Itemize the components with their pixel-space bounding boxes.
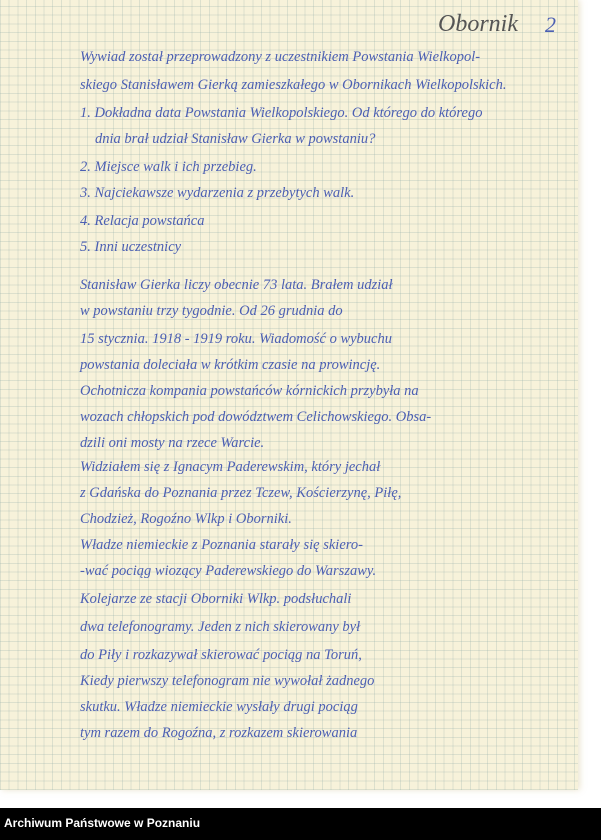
place-annotation: Obornik: [438, 11, 518, 37]
text-line: dnia brał udział Stanisław Gierka w powstaniu?: [95, 131, 376, 147]
text-line: skiego Stanisławem Gierką zamieszkałego w Obornikach Wielkopolskich.: [80, 77, 507, 93]
text-line: 3. Najciekawsze wydarzenia z przebytych walk.: [80, 185, 355, 201]
text-line: do Piły i rozkazywał skierować pociąg na Toruń,: [80, 647, 362, 663]
text-line: Stanisław Gierka liczy obecnie 73 lata. Brałem udział: [80, 277, 393, 293]
text-line: dzili oni mosty na rzece Warcie.: [80, 435, 265, 451]
archive-name: Archiwum Państwowe w Poznaniu: [4, 816, 201, 830]
archive-footer: [0, 808, 601, 840]
text-line: Władze niemieckie z Poznania starały się skiero-: [80, 537, 363, 553]
text-line: Kiedy pierwszy telefonogram nie wywołał żadnego: [80, 673, 375, 689]
text-line: 5. Inni uczestnicy: [80, 239, 182, 255]
text-line: dwa telefonogramy. Jeden z nich skierowany był: [80, 619, 361, 635]
text-line: Ochotnicza kompania powstańców kórnickich przybyła na: [80, 383, 419, 399]
text-line: Kolejarze ze stacji Oborniki Wlkp. podsłuchali: [80, 591, 352, 607]
page-number: 2: [545, 12, 556, 37]
text-line: Wywiad został przeprowadzony z uczestnikiem Powstania Wielkopol-: [80, 49, 481, 65]
text-line: 4. Relacja powstańca: [80, 213, 205, 229]
text-line: skutku. Władze niemieckie wysłały drugi pociąg: [80, 699, 358, 715]
text-line: Chodzież, Rogoźno Wlkp i Oborniki.: [80, 511, 292, 527]
text-line: w powstaniu trzy tygodnie. Od 26 grudnia do: [80, 303, 343, 319]
text-line: wozach chłopskich pod dowództwem Celichowskiego. Obsa-: [80, 409, 432, 425]
text-line: Widziałem się z Ignacym Paderewskim, który jechał: [80, 459, 381, 475]
text-line: 15 stycznia. 1918 - 1919 roku. Wiadomość o wybuchu: [80, 331, 392, 347]
text-line: -wać pociąg wiozący Paderewskiego do Warszawy.: [80, 563, 377, 579]
text-line: 2. Miejsce walk i ich przebieg.: [80, 159, 257, 175]
text-line: z Gdańska do Poznania przez Tczew, Kościerzynę, Piłę,: [80, 485, 402, 501]
text-line: 1. Dokładna data Powstania Wielkopolskiego. Od którego do którego: [80, 105, 483, 121]
text-line: tym razem do Rogoźna, z rozkazem skierowania: [80, 725, 358, 741]
text-line: powstania doleciała w krótkim czasie na prowincję.: [80, 357, 381, 373]
